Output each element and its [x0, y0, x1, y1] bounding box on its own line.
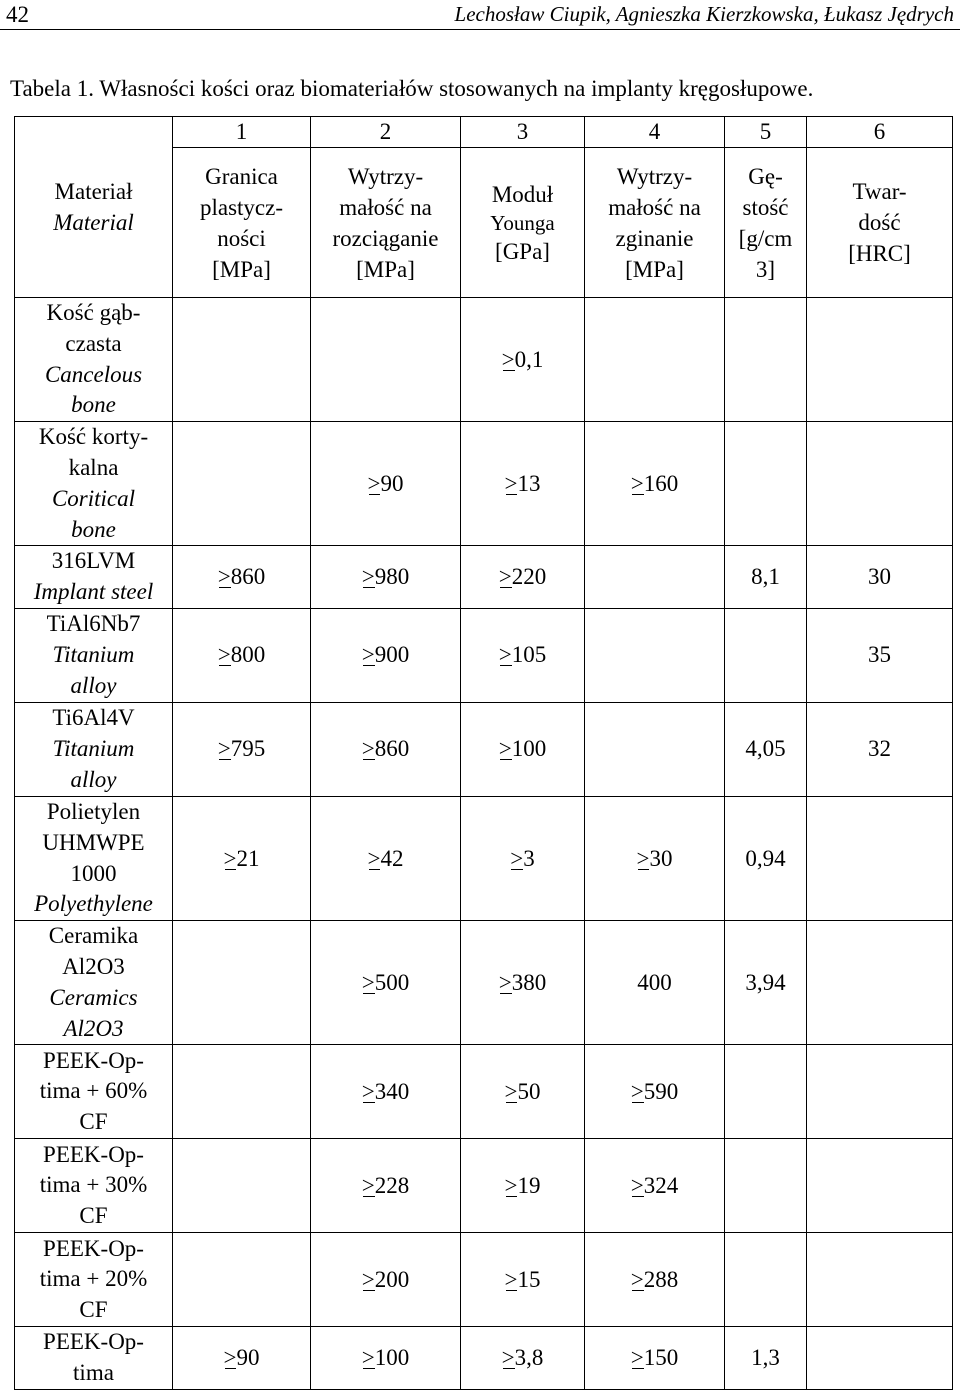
table-row	[15, 298, 953, 422]
material-line: 1000	[70, 860, 117, 886]
value-cell	[585, 702, 725, 796]
greater-or-equal-icon: >	[217, 642, 231, 668]
material-cell	[15, 921, 173, 1045]
value-cell	[311, 1327, 461, 1390]
value-cell	[173, 298, 311, 422]
material-line: TiAl6Nb7	[46, 611, 141, 637]
header-line: Twar-	[852, 179, 907, 204]
value-cell	[173, 921, 311, 1045]
greater-or-equal-icon: >	[636, 845, 650, 871]
value-cell	[311, 546, 461, 609]
value-cell	[807, 608, 953, 702]
material-line: UHMWPE	[42, 829, 145, 855]
material-line: Kość gąb-	[46, 300, 141, 325]
column-number: 6	[807, 117, 953, 148]
column-number: 4	[585, 117, 725, 148]
value-cell	[461, 702, 585, 796]
cell-value: 100	[374, 1345, 410, 1371]
value-cell	[311, 298, 461, 422]
cell-value: 50	[517, 1078, 541, 1104]
cell-value: 150	[643, 1345, 679, 1371]
value-cell	[807, 1045, 953, 1139]
greater-or-equal-icon: >	[361, 736, 375, 762]
value-cell	[807, 796, 953, 920]
value-cell	[725, 1327, 807, 1390]
material-cell	[15, 1327, 173, 1390]
value-cell	[807, 422, 953, 546]
table-row	[15, 608, 953, 702]
value-cell	[173, 1327, 311, 1390]
value-cell	[461, 546, 585, 609]
greater-or-equal-icon: >	[361, 564, 375, 590]
material-line: Implant steel	[33, 579, 154, 605]
value-cell	[725, 796, 807, 920]
value-cell	[173, 422, 311, 546]
value-cell	[173, 1045, 311, 1139]
value-cell	[725, 608, 807, 702]
value-cell	[807, 298, 953, 422]
material-line: CF	[79, 1203, 108, 1229]
header-line: plastycz-	[199, 194, 283, 220]
header-line: [MPa]	[356, 256, 415, 282]
material-line: tima	[73, 1360, 114, 1386]
cell-value: 324	[643, 1172, 679, 1198]
material-cell	[15, 796, 173, 920]
material-line: PEEK-Op-	[43, 1329, 144, 1355]
cell-value: 105	[511, 642, 547, 668]
cell-value: 340	[374, 1078, 410, 1104]
cell-value: 13	[517, 470, 541, 496]
cell-value: 4,05	[745, 736, 786, 762]
value-cell	[725, 702, 807, 796]
table-row	[15, 921, 953, 1045]
running-header	[0, 0, 960, 30]
column-number: 1	[173, 117, 311, 148]
cell-value: 980	[374, 564, 410, 590]
header-line: Moduł	[491, 181, 554, 207]
material-line: alloy	[70, 672, 117, 698]
value-cell	[725, 1233, 807, 1327]
header-line: Granica	[205, 163, 278, 189]
greater-or-equal-icon: >	[498, 736, 512, 762]
greater-or-equal-icon: >	[361, 1172, 375, 1198]
material-line: Polyethylene	[34, 891, 153, 917]
cell-value: 860	[374, 736, 410, 762]
header-line: Younga	[490, 210, 555, 235]
value-cell	[807, 921, 953, 1045]
greater-or-equal-icon: >	[361, 1345, 375, 1371]
cell-value: 3,94	[745, 969, 786, 995]
header-line: Wytrzy-	[347, 163, 424, 189]
cell-value: 90	[236, 1345, 260, 1371]
header-line: Gę-	[748, 163, 783, 189]
cell-value: 288	[643, 1266, 679, 1292]
cell-value: 1,3	[751, 1345, 780, 1371]
cell-value: 228	[374, 1172, 410, 1198]
greater-or-equal-icon: >	[504, 1266, 518, 1292]
header-hardness	[807, 148, 953, 298]
greater-or-equal-icon: >	[510, 845, 524, 871]
greater-or-equal-icon: >	[498, 564, 512, 590]
table-row	[15, 796, 953, 920]
value-cell	[585, 546, 725, 609]
value-cell	[585, 796, 725, 920]
header-yield-strength	[173, 148, 311, 298]
value-cell	[807, 1139, 953, 1233]
material-line: PEEK-Op-	[43, 1047, 144, 1073]
value-cell	[461, 298, 585, 422]
greater-or-equal-icon: >	[630, 470, 644, 496]
cell-value: 400	[637, 969, 672, 995]
material-line: CF	[79, 1297, 108, 1323]
value-cell	[585, 1045, 725, 1139]
table-body	[15, 298, 953, 1390]
value-cell	[311, 1139, 461, 1233]
greater-or-equal-icon: >	[501, 1345, 515, 1371]
table-caption: Tabela 1. Własności kości oraz biomateriałów stosowanych na implanty kręgosłupowe.	[10, 76, 814, 101]
header-line: małość na	[608, 194, 701, 220]
header-line: [MPa]	[625, 256, 684, 282]
properties-table	[14, 116, 953, 1390]
greater-or-equal-icon: >	[630, 1078, 644, 1104]
greater-or-equal-icon: >	[630, 1172, 644, 1198]
value-cell	[311, 422, 461, 546]
material-line: Ti6Al4V	[52, 705, 135, 731]
value-cell	[585, 1233, 725, 1327]
cell-value: 380	[511, 969, 547, 995]
cell-value: 100	[511, 736, 547, 762]
value-cell	[725, 546, 807, 609]
cell-value: 160	[643, 470, 679, 496]
header-bending-strength	[585, 148, 725, 298]
value-cell	[461, 921, 585, 1045]
value-cell	[461, 1139, 585, 1233]
column-number: 2	[311, 117, 461, 148]
material-line: PEEK-Op-	[43, 1141, 144, 1167]
material-line: Polietylen	[46, 798, 141, 824]
cell-value: 19	[517, 1172, 541, 1198]
page-number: 42	[6, 2, 29, 27]
cell-value: 900	[374, 642, 410, 668]
value-cell	[173, 702, 311, 796]
value-cell	[807, 1327, 953, 1390]
cell-value: 90	[380, 470, 404, 496]
header-line: stość	[742, 194, 789, 220]
value-cell	[725, 422, 807, 546]
material-line: Ceramics	[49, 984, 138, 1010]
material-line: CF	[79, 1109, 108, 1135]
value-cell	[725, 1139, 807, 1233]
value-cell	[585, 298, 725, 422]
table-row	[15, 1045, 953, 1139]
running-head-authors: Lechosław Ciupik, Agnieszka Kierzkowska, Łukasz Jędrych	[454, 2, 954, 26]
cell-value: 800	[230, 642, 266, 668]
value-cell	[311, 1045, 461, 1139]
material-line: tima + 20%	[39, 1266, 148, 1292]
material-line: Al2O3	[63, 1015, 124, 1041]
column-number: 3	[461, 117, 585, 148]
value-cell	[585, 1327, 725, 1390]
value-cell	[585, 608, 725, 702]
material-cell	[15, 546, 173, 609]
value-cell	[807, 546, 953, 609]
cell-value: 3	[523, 845, 535, 871]
material-line: 316LVM	[51, 548, 136, 574]
header-line: [GPa]	[495, 238, 550, 264]
cell-value: 795	[230, 736, 266, 762]
greater-or-equal-icon: >	[361, 642, 375, 668]
greater-or-equal-icon: >	[361, 1078, 375, 1104]
material-header-pl: Materiał	[54, 179, 133, 204]
header-line: 3]	[755, 256, 776, 282]
greater-or-equal-icon: >	[504, 470, 518, 496]
material-cell	[15, 422, 173, 546]
value-cell	[461, 422, 585, 546]
cell-value: 860	[230, 564, 266, 590]
cell-value: 32	[868, 736, 891, 762]
material-cell	[15, 298, 173, 422]
material-cell	[15, 1233, 173, 1327]
value-cell	[311, 702, 461, 796]
material-header-cell	[15, 117, 173, 298]
material-line: Coritical	[51, 485, 136, 511]
value-cell	[173, 546, 311, 609]
table-row	[15, 1139, 953, 1233]
material-cell	[15, 1045, 173, 1139]
header-tensile-strength	[311, 148, 461, 298]
greater-or-equal-icon: >	[367, 845, 381, 871]
value-cell	[585, 921, 725, 1045]
material-line: Ceramika	[48, 923, 139, 949]
greater-or-equal-icon: >	[498, 969, 512, 995]
material-line: tima + 30%	[39, 1172, 148, 1198]
material-cell	[15, 702, 173, 796]
column-number-row	[15, 117, 953, 148]
cell-value: 30	[649, 845, 673, 871]
material-cell	[15, 1139, 173, 1233]
value-cell	[725, 921, 807, 1045]
material-line: czasta	[65, 330, 122, 356]
header-line: rozciąganie	[332, 225, 439, 251]
cell-value: 35	[868, 642, 891, 668]
value-cell	[585, 422, 725, 546]
value-cell	[725, 1045, 807, 1139]
value-cell	[311, 608, 461, 702]
value-cell	[461, 608, 585, 702]
table-row	[15, 1327, 953, 1390]
material-line: tima + 60%	[39, 1078, 148, 1104]
header-line: dość	[858, 210, 901, 235]
cell-value: 3,8	[514, 1345, 544, 1371]
header-line: Wytrzy-	[616, 163, 693, 189]
value-cell	[461, 1233, 585, 1327]
greater-or-equal-icon: >	[504, 1078, 518, 1104]
cell-value: 500	[374, 969, 410, 995]
header-line: [HRC]	[848, 241, 911, 266]
material-cell	[15, 608, 173, 702]
value-cell	[311, 796, 461, 920]
table-row	[15, 422, 953, 546]
header-line: [g/cm	[738, 225, 793, 251]
greater-or-equal-icon: >	[223, 845, 237, 871]
cell-value: 0,94	[745, 845, 786, 871]
material-line: alloy	[70, 766, 117, 792]
table-row	[15, 546, 953, 609]
cell-value: 8,1	[751, 564, 780, 590]
column-number: 5	[725, 117, 807, 148]
greater-or-equal-icon: >	[367, 470, 381, 496]
cell-value: 42	[380, 845, 404, 871]
value-cell	[461, 1327, 585, 1390]
greater-or-equal-icon: >	[630, 1345, 644, 1371]
header-line: zginanie	[615, 225, 694, 251]
greater-or-equal-icon: >	[361, 1266, 375, 1292]
material-line: kalna	[68, 454, 119, 480]
material-line: Kość korty-	[38, 424, 149, 450]
value-cell	[807, 702, 953, 796]
value-cell	[311, 921, 461, 1045]
value-cell	[461, 796, 585, 920]
cell-value: 200	[374, 1266, 410, 1292]
header-young-modulus	[461, 148, 585, 298]
value-cell	[461, 1045, 585, 1139]
greater-or-equal-icon: >	[217, 564, 231, 590]
value-cell	[807, 1233, 953, 1327]
table-row	[15, 702, 953, 796]
header-line: małość na	[339, 194, 432, 220]
material-line: Titanium	[52, 642, 135, 668]
table-row	[15, 1233, 953, 1327]
cell-value: 590	[643, 1078, 679, 1104]
material-line: Cancelous	[44, 361, 143, 387]
value-cell	[173, 1233, 311, 1327]
header-line: [MPa]	[212, 256, 271, 282]
greater-or-equal-icon: >	[501, 346, 515, 372]
value-cell	[173, 1139, 311, 1233]
greater-or-equal-icon: >	[361, 969, 375, 995]
header-density	[725, 148, 807, 298]
greater-or-equal-icon: >	[504, 1172, 518, 1198]
greater-or-equal-icon: >	[217, 736, 231, 762]
value-cell	[311, 1233, 461, 1327]
cell-value: 0,1	[514, 346, 544, 372]
material-header-en: Material	[53, 210, 134, 235]
value-cell	[585, 1139, 725, 1233]
value-cell	[173, 608, 311, 702]
greater-or-equal-icon: >	[498, 642, 512, 668]
greater-or-equal-icon: >	[630, 1266, 644, 1292]
material-line: PEEK-Op-	[43, 1235, 144, 1261]
material-line: Al2O3	[62, 953, 125, 979]
material-line: bone	[71, 516, 116, 542]
cell-value: 15	[517, 1266, 541, 1292]
material-line: Titanium	[52, 736, 135, 762]
cell-value: 30	[868, 564, 891, 590]
header-line: ności	[217, 225, 266, 251]
value-cell	[173, 796, 311, 920]
cell-value: 21	[236, 845, 260, 871]
greater-or-equal-icon: >	[223, 1345, 237, 1371]
cell-value: 220	[511, 564, 547, 590]
value-cell	[725, 298, 807, 422]
material-line: bone	[71, 392, 116, 418]
